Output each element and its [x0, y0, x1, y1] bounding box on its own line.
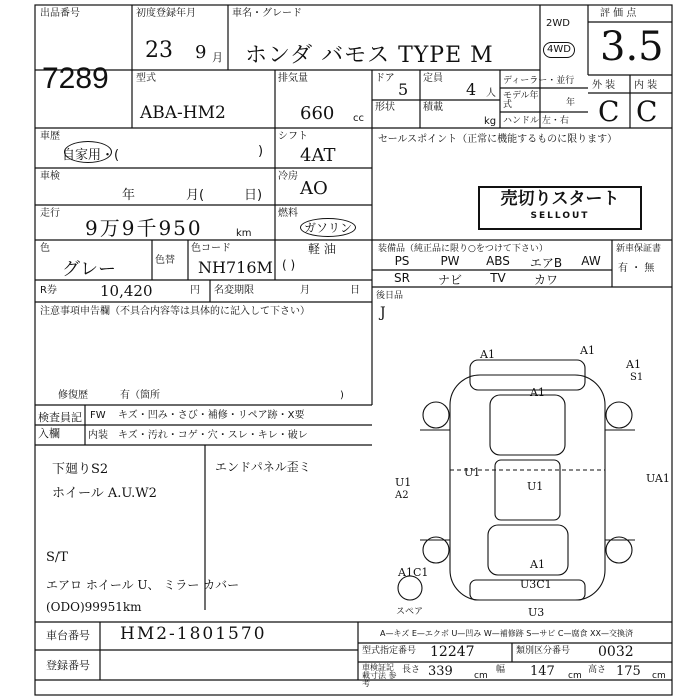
handwritten-note-5: エアロ ホイール U、 ミラー カバー — [46, 578, 240, 592]
interior-items: キズ・汚れ・コゲ・穴・スレ・キレ・破レ — [118, 430, 308, 441]
handle-label: ハンドル 左・右 — [503, 116, 569, 126]
car-name: ホンダ バモス TYPE M — [245, 43, 494, 68]
equipment-airbag: エアB — [529, 256, 563, 270]
rear-seat-value: J — [380, 305, 386, 321]
drive-2wd: 2WD — [546, 18, 570, 29]
diagram-mark: A1 — [580, 344, 595, 357]
lot-number: 7289 — [42, 62, 109, 95]
diagram-mark: S1 — [630, 372, 644, 383]
width-value: 147 — [530, 664, 555, 679]
model-year-label: モデル年式 — [503, 91, 539, 110]
equipment-row-2 — [378, 271, 612, 288]
repair-label: 修復歴 — [58, 390, 88, 401]
diagram-mark: A1 — [626, 358, 641, 371]
equipment-aw: AW — [581, 254, 601, 268]
exterior-label: 外 装 — [592, 80, 616, 91]
inspection-month: 月( — [186, 188, 205, 203]
notes-label: 注意事項申告欄（不具合内容等は具体的に記入して下さい） — [40, 306, 310, 317]
name-change-month: 月 — [300, 285, 310, 296]
equipment-abs: ABS — [486, 254, 510, 268]
equipment-leather: カワ — [533, 273, 558, 287]
grade-value: 3.5 — [600, 24, 664, 70]
model-label: 型式 — [136, 73, 156, 84]
repair-value: 有（箇所 — [120, 390, 160, 401]
type-designation-value: 12247 — [430, 644, 475, 660]
shift-label: シフト — [278, 131, 308, 142]
fuel-label: 燃料 — [278, 208, 298, 219]
inspection-day: 日) — [244, 188, 263, 203]
type-designation-label: 型式指定番号 — [362, 646, 417, 656]
inspection-label: 車検 — [40, 171, 60, 182]
rear-seat-label: 後日品 — [376, 291, 404, 301]
interior-value: C — [636, 95, 658, 128]
registration-label: 登録番号 — [46, 659, 90, 672]
displacement-label: 排気量 — [278, 73, 308, 84]
capacity-label: 定員 — [423, 73, 443, 84]
width-label: 幅 — [496, 665, 506, 675]
capacity-unit: 人 — [486, 88, 496, 99]
mileage-label: 走行 — [40, 208, 60, 219]
fuel-diesel: 軽 油 — [308, 242, 336, 256]
height-label: 高さ — [588, 665, 607, 675]
length-unit: cm — [474, 671, 488, 681]
height-unit: cm — [652, 671, 666, 681]
equipment-pw: PW — [440, 254, 460, 268]
name-change-label: 名変期限 — [214, 285, 254, 296]
exterior-value: C — [598, 95, 620, 128]
recycle-label: R券 — [40, 285, 57, 296]
fw-items: キズ・凹み・さび・補修・リペア跡・X要 — [118, 410, 305, 421]
color-code-label: 色コード — [191, 243, 231, 254]
shape-label: 形状 — [375, 102, 395, 113]
recycle-value: 10,420 — [100, 282, 153, 300]
usage-value: 自家用・( — [62, 148, 120, 163]
spare-label: スペア — [396, 607, 424, 617]
length-label: 長さ — [402, 665, 421, 675]
warranty-value: 有 ・ 無 — [618, 263, 655, 274]
model-value: ABA-HM2 — [140, 103, 226, 123]
equipment-sr: SR — [394, 271, 410, 285]
first-reg-label: 初度登録年月 — [136, 8, 196, 19]
chassis-label: 車台番号 — [46, 629, 90, 642]
equipment-row-1 — [378, 254, 612, 271]
diagram-mark: U3C1 — [520, 578, 552, 591]
diagram-mark: U1 — [527, 480, 544, 493]
model-year-unit: 年 — [566, 98, 576, 108]
diagram-mark: A1 — [480, 348, 495, 361]
interior-check-label: 内装 — [88, 430, 108, 441]
mileage-unit: km — [236, 228, 252, 239]
sellout-stamp-sub: SELLOUT — [530, 211, 590, 221]
sellout-stamp — [478, 186, 642, 230]
handwritten-note-2: ホイール A.U.W2 — [52, 486, 157, 501]
diagram-mark: UA1 — [646, 472, 670, 485]
car-name-label: 車名・グレード — [232, 8, 302, 19]
diagram-mark: A1C1 — [398, 566, 429, 579]
usage-label: 車歴 — [40, 131, 60, 142]
usage-close: ) — [258, 144, 264, 159]
capacity-value: 4 — [466, 80, 477, 99]
class-value: 0032 — [598, 644, 634, 660]
diagram-mark: A1 — [530, 386, 545, 399]
sales-point-label: セールスポイント（正常に機能するものに限ります） — [378, 134, 618, 145]
diagram-mark: U1 — [395, 476, 412, 489]
ac-label: 冷房 — [278, 171, 298, 182]
equipment-navi: ナビ — [437, 273, 462, 287]
mileage-value: 9万9千950 — [85, 216, 203, 240]
shift-value: 4AT — [300, 145, 336, 166]
fw-label: FW — [90, 410, 106, 421]
length-value: 339 — [428, 664, 453, 679]
load-label: 積載 — [423, 102, 443, 113]
dims-caption: 車検証記載寸法 参考 — [362, 663, 397, 688]
color-value: グレー — [62, 259, 116, 280]
interior-label: 内 装 — [634, 80, 658, 91]
width-unit: cm — [568, 671, 582, 681]
fuel-paren: ( ) — [282, 258, 296, 272]
diagram-mark: A2 — [395, 490, 409, 501]
equipment-ps: PS — [394, 254, 410, 268]
first-reg-year: 23 — [145, 38, 173, 63]
height-value: 175 — [616, 664, 641, 679]
dealer-label: ディーラー・並行 — [503, 76, 575, 86]
usage-circle-mark — [64, 141, 112, 163]
color-change-label: 色替 — [155, 255, 175, 266]
inspection-year: 年 — [122, 188, 136, 203]
name-change-day: 日 — [350, 285, 360, 296]
ac-value: AO — [300, 178, 328, 199]
damage-legend: A—キズ E—エクボ U—凹み W—補修跡 S—サビ C—腐食 XX—交換済 — [380, 629, 634, 638]
recycle-unit: 円 — [190, 285, 200, 296]
doors-label: ドア — [375, 73, 395, 84]
handwritten-note-1: 下廻りS2 — [52, 462, 109, 477]
diagram-mark: U3 — [528, 606, 545, 619]
sellout-stamp-main: 売切りスタート — [500, 189, 620, 209]
lot-number-label: 出品番号 — [40, 8, 80, 19]
chassis-value: HM2-1801570 — [120, 624, 267, 644]
equipment-tv: TV — [490, 271, 506, 285]
doors-value: 5 — [398, 80, 409, 99]
car-diagram — [398, 360, 635, 600]
repair-close: ) — [340, 390, 344, 401]
diagram-mark: A1 — [530, 558, 545, 571]
inspector-label: 検査員記入欄 — [38, 411, 82, 440]
handwritten-note-4: S/T — [46, 550, 68, 565]
displacement-value: 660 — [300, 103, 335, 124]
diagram-mark: U1 — [464, 466, 481, 479]
fuel-gas: ガソリン — [300, 218, 356, 237]
grade-label: 評 価 点 — [600, 8, 637, 19]
first-reg-month: 9 — [195, 42, 207, 63]
color-code-value: NH716M — [198, 258, 273, 277]
load-unit: kg — [484, 116, 497, 127]
displacement-unit: cc — [353, 113, 364, 124]
drive-4wd: 4WD — [543, 42, 575, 58]
color-label: 色 — [40, 243, 50, 254]
warranty-label: 新車保証書 — [616, 244, 662, 254]
first-reg-month-unit: 月 — [212, 51, 223, 64]
handwritten-note-3: エンドパネル歪ミ — [215, 460, 311, 474]
handwritten-note-6: (ODO)99951km — [46, 600, 142, 614]
equipment-label: 装備品（純正品に限り○をつけて下さい） — [378, 244, 548, 254]
class-label: 類別区分番号 — [516, 646, 571, 656]
